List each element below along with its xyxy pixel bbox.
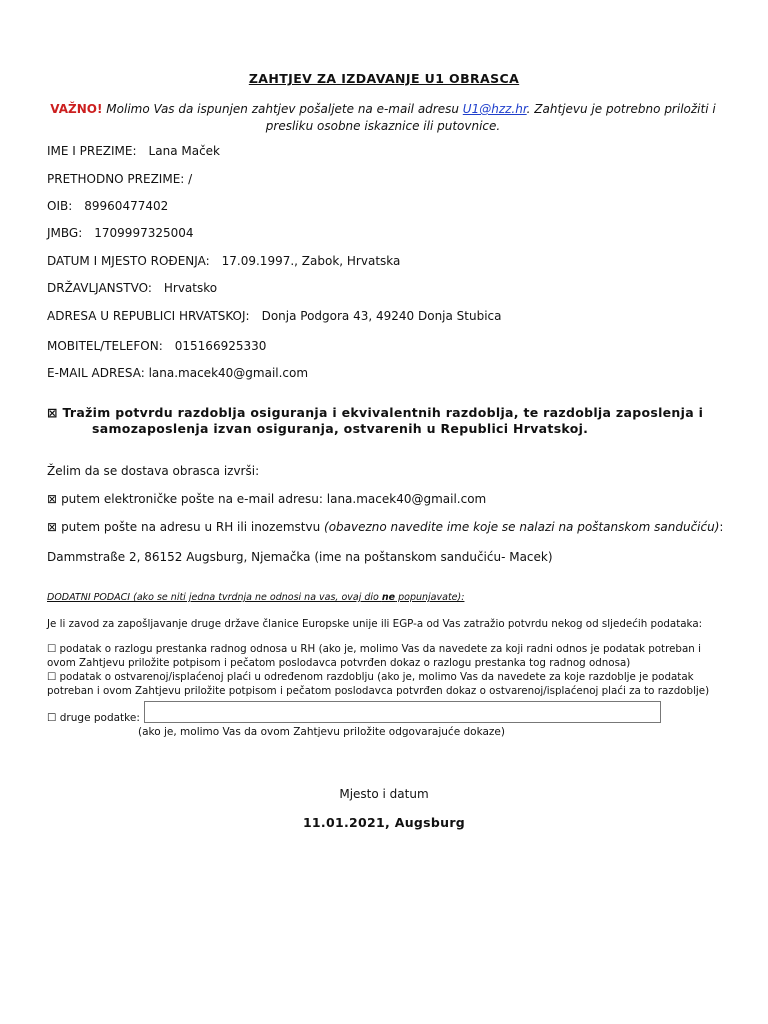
field-label: DRŽAVLJANSTVO: xyxy=(47,281,152,295)
delivery-option-post xyxy=(47,520,723,534)
additional-other xyxy=(47,712,140,724)
delivery-post-suffix: : xyxy=(719,520,724,534)
field-value: 89960477402 xyxy=(84,199,169,213)
field-citizenship xyxy=(47,281,217,295)
request-statement xyxy=(47,405,707,437)
item-1-text: podatak o razlogu prestanka radnog odnosa u RH (ako je, molimo Vas da navedete za koji radni odnos je podatak potreban i ovom Zahtjevu priložite potpisom i pečatom poslodavca potvrđen dokaz o razlogu prestanka tog radnog odnosa) xyxy=(47,643,701,669)
field-email xyxy=(47,366,308,380)
delivery-address: Dammstraße 2, 86152 Augsburg, Njemačka (ime na poštanskom sandučiću- Macek) xyxy=(47,550,553,564)
field-label: E-MAIL ADRESA: xyxy=(47,366,145,380)
intro-text-after-email: . Zahtjevu je potrebno priložiti i presliku osobne iskaznice ili putovnice. xyxy=(265,102,716,133)
other-note: (ako je, molimo Vas da ovom Zahtjevu priložite odgovarajuće dokaze) xyxy=(138,726,505,738)
submission-email-link[interactable]: U1@hzz.hr xyxy=(462,102,527,116)
field-value: Donja Podgora 43, 49240 Donja Stubica xyxy=(261,309,502,323)
additional-title-bold: ne xyxy=(381,592,396,603)
delivery-email-checkbox-icon[interactable]: ⊠ xyxy=(47,492,58,506)
field-label: OIB: xyxy=(47,199,73,213)
delivery-option-email xyxy=(47,492,486,506)
field-label: PRETHODNO PREZIME: / xyxy=(47,172,193,186)
field-jmbg xyxy=(47,226,194,240)
additional-item-2 xyxy=(47,670,722,698)
place-date-label: Mjesto i datum xyxy=(339,787,429,801)
field-value: 1709997325004 xyxy=(94,226,194,240)
delivery-heading: Želim da se dostava obrasca izvrši: xyxy=(47,464,260,478)
field-value: Lana Maček xyxy=(148,144,220,158)
additional-title-after: popunjavate): xyxy=(395,592,465,603)
field-value: lana.macek40@gmail.com xyxy=(144,366,309,380)
field-address xyxy=(47,309,502,323)
field-label: IME I PREZIME: xyxy=(47,144,137,158)
delivery-post-checkbox-icon[interactable]: ⊠ xyxy=(47,520,58,534)
request-line-1: Tražim potvrdu razdoblja osiguranja i ekvivalentnih razdoblja, te razdoblja zaposlenja i xyxy=(62,405,704,420)
important-label: VAŽNO! xyxy=(50,102,103,116)
delivery-email-text: putem elektroničke pošte na e-mail adresu: lana.macek40@gmail.com xyxy=(61,492,487,506)
item-2-text: podatak o ostvarenoj/isplaćenoj plaći u određenom razdoblju (ako je, molimo Vas da navedete za koje razdoblje je podatak potreban i ovom Zahtjevu priložite potpisom i pečatom poslodavca potvrđen dokaz o ostvarenoj/isplaćenoj plaći za to razdoblje) xyxy=(47,671,710,697)
document-title: ZAHTJEV ZA IZDAVANJE U1 OBRASCA xyxy=(248,71,520,86)
intro-text-before-email: Molimo Vas da ispunjen zahtjev pošaljete na e-mail adresu xyxy=(102,102,463,116)
field-phone xyxy=(47,339,266,353)
other-data-input[interactable] xyxy=(144,701,661,723)
request-line-2: samozaposlenja izvan osiguranja, ostvarenih u Republici Hrvatskoj. xyxy=(92,421,589,436)
delivery-post-note: (obavezno navedite ime koje se nalazi na poštanskom sandučiću) xyxy=(324,520,720,534)
additional-question: Je li zavod za zapošljavanje druge države članice Europske unije ili EGP-a od Vas zatražio potvrdu nekog od sljedećih podataka: xyxy=(47,618,703,630)
field-birth-date-place xyxy=(47,254,400,268)
field-name xyxy=(47,144,220,158)
place-date-value: 11.01.2021, Augsburg xyxy=(302,815,466,830)
field-value: Hrvatsko xyxy=(163,281,218,295)
additional-item-1 xyxy=(47,642,722,670)
item-2-checkbox-icon[interactable]: ☐ xyxy=(47,671,57,683)
field-label: JMBG: xyxy=(47,226,83,240)
field-value: 17.09.1997., Zabok, Hrvatska xyxy=(221,254,401,268)
field-label: ADRESA U REPUBLICI HRVATSKOJ: xyxy=(47,309,250,323)
field-value: 015166925330 xyxy=(174,339,267,353)
intro-notice xyxy=(48,101,718,135)
delivery-post-text: putem pošte na adresu u RH ili inozemstvu xyxy=(61,520,325,534)
additional-title-before: DODATNI PODACI (ako se niti jedna tvrdnja ne odnosi na vas, ovaj dio xyxy=(47,592,382,603)
field-oib xyxy=(47,199,168,213)
request-checkbox-icon[interactable]: ⊠ xyxy=(47,405,58,420)
additional-data-title xyxy=(47,592,464,603)
field-label: DATUM I MJESTO ROĐENJA: xyxy=(47,254,210,268)
field-label: MOBITEL/TELEFON: xyxy=(47,339,163,353)
other-label: druge podatke: xyxy=(59,712,140,724)
field-previous-surname xyxy=(47,172,192,186)
item-1-checkbox-icon[interactable]: ☐ xyxy=(47,643,57,655)
other-checkbox-icon[interactable]: ☐ xyxy=(47,712,57,724)
